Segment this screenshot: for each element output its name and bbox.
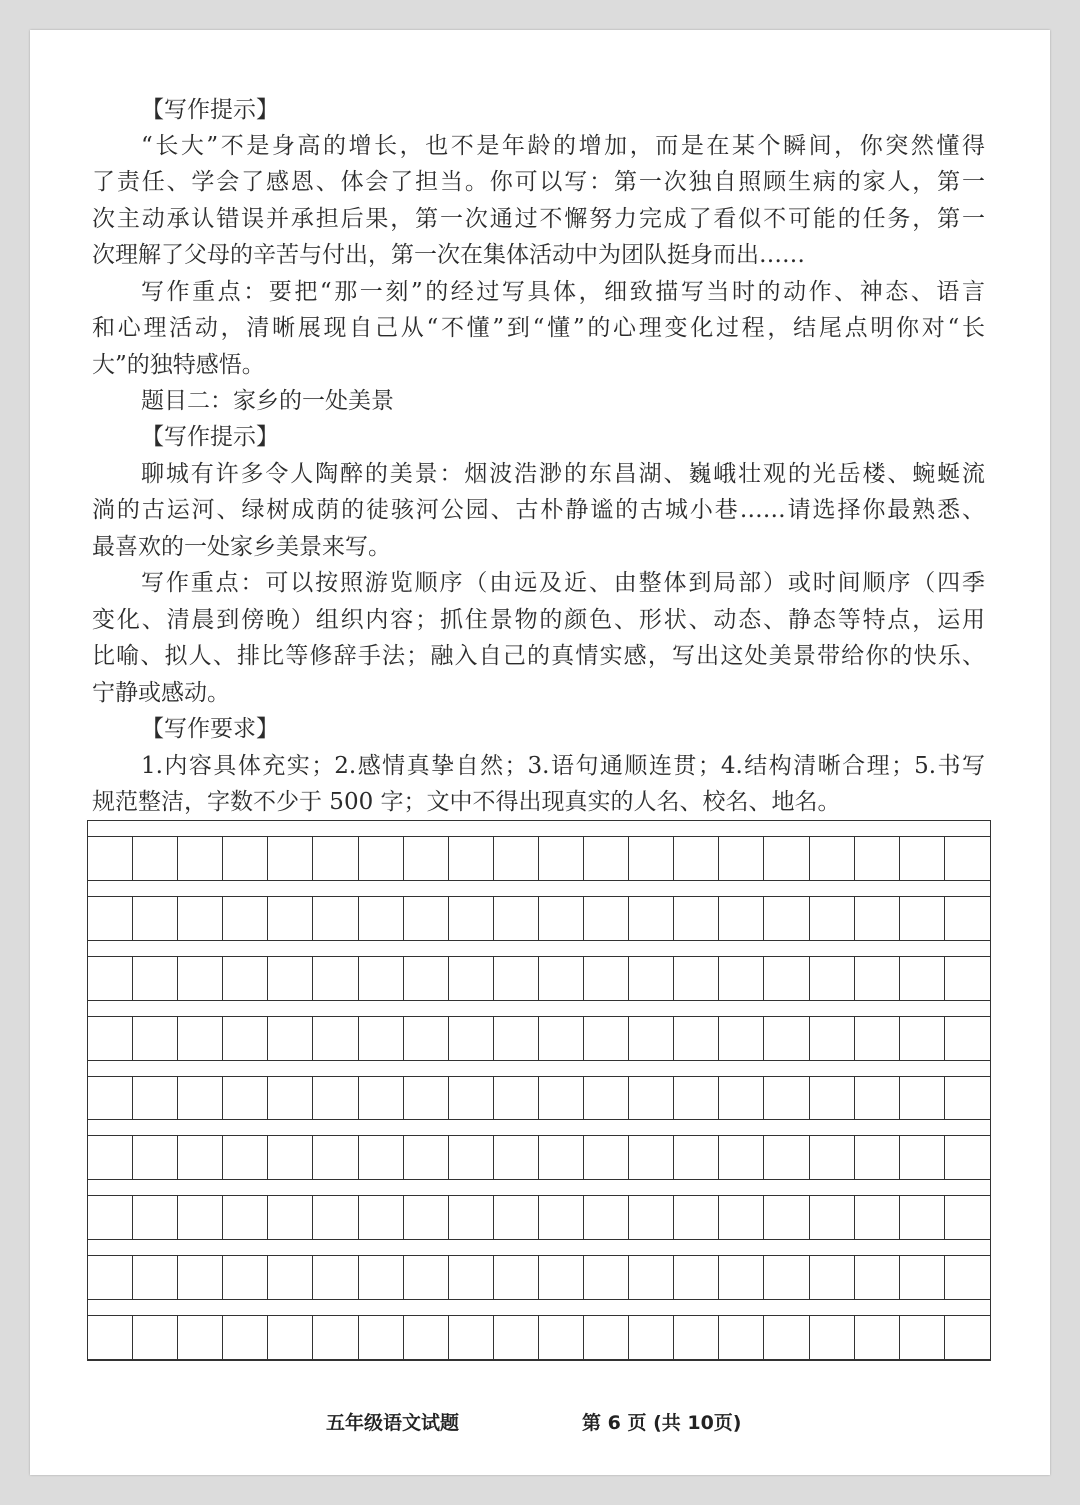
grid-cell[interactable]: [810, 896, 855, 941]
grid-cell[interactable]: [449, 956, 494, 1001]
grid-cell[interactable]: [313, 956, 358, 1001]
grid-cell[interactable]: [404, 1255, 449, 1300]
paragraph-line: 写作重点：可以按照游览顺序（由远及近、由整体到局部）或时间顺序（四季: [141, 570, 985, 596]
grid-cell[interactable]: [719, 1195, 764, 1240]
grid-cell[interactable]: [268, 1076, 313, 1121]
grid-cell[interactable]: [449, 1315, 494, 1360]
grid-cell[interactable]: [494, 1255, 539, 1300]
grid-cell[interactable]: [359, 1195, 404, 1240]
grid-cell[interactable]: [719, 1315, 764, 1360]
grid-cell[interactable]: [133, 956, 178, 1001]
grid-cell[interactable]: [539, 1076, 584, 1121]
grid-cell[interactable]: [584, 1076, 629, 1121]
grid-cell[interactable]: [764, 1135, 809, 1180]
grid-cell[interactable]: [178, 896, 223, 941]
grid-cell[interactable]: [494, 836, 539, 881]
grid-row: [88, 1255, 990, 1300]
grid-cell[interactable]: [494, 1076, 539, 1121]
paragraph-line: 次理解了父母的辛苦与付出，第一次在集体活动中为团队挺身而出……: [92, 242, 805, 268]
grid-cell[interactable]: [359, 836, 404, 881]
grid-cell[interactable]: [719, 1255, 764, 1300]
grid-cell[interactable]: [268, 1016, 313, 1061]
grid-cell[interactable]: [88, 896, 133, 941]
grid-cell[interactable]: [810, 1315, 855, 1360]
paragraph-line: 最喜欢的一处家乡美景来写。: [92, 534, 391, 560]
section-heading-writing-requirements: 【写作要求】: [141, 716, 279, 742]
grid-cell[interactable]: [178, 956, 223, 1001]
grid-cell[interactable]: [810, 1135, 855, 1180]
grid-cell[interactable]: [855, 1195, 900, 1240]
grid-cell[interactable]: [359, 1076, 404, 1121]
grid-cell[interactable]: [359, 1255, 404, 1300]
paragraph-line: 大”的独特感悟。: [92, 352, 265, 378]
grid-cell[interactable]: [133, 896, 178, 941]
section-heading-writing-tips: 【写作提示】: [141, 424, 279, 450]
grid-cell[interactable]: [404, 1315, 449, 1360]
grid-cell[interactable]: [719, 1135, 764, 1180]
grid-cell[interactable]: [359, 956, 404, 1001]
grid-row: [88, 1195, 990, 1240]
grid-cell[interactable]: [810, 836, 855, 881]
grid-cell[interactable]: [900, 956, 945, 1001]
grid-row: [88, 836, 990, 881]
paragraph-line: 聊城有许多令人陶醉的美景：烟波浩渺的东昌湖、巍峨壮观的光岳楼、蜿蜒流: [141, 461, 985, 487]
grid-cell[interactable]: [629, 1135, 674, 1180]
grid-cell[interactable]: [268, 956, 313, 1001]
grid-cell[interactable]: [449, 836, 494, 881]
grid-cell[interactable]: [900, 1315, 945, 1360]
grid-cell[interactable]: [223, 1255, 268, 1300]
requirements-line: 1.内容具体充实；2.感情真挚自然；3.语句通顺连贯；4.结构清晰合理；5.书写: [141, 753, 985, 779]
grid-cell[interactable]: [404, 1016, 449, 1061]
grid-cell[interactable]: [223, 1135, 268, 1180]
grid-cell[interactable]: [674, 1016, 719, 1061]
grid-cell[interactable]: [88, 1135, 133, 1180]
footer-page-number: 第 6 页 (共 10页): [582, 1412, 742, 1434]
grid-cell[interactable]: [629, 1255, 674, 1300]
grid-cell[interactable]: [494, 1016, 539, 1061]
grid-cell[interactable]: [88, 1076, 133, 1121]
grid-cell[interactable]: [810, 1195, 855, 1240]
grid-cell[interactable]: [359, 1016, 404, 1061]
grid-cell[interactable]: [539, 1255, 584, 1300]
grid-cell[interactable]: [764, 956, 809, 1001]
grid-cell[interactable]: [539, 896, 584, 941]
grid-cell[interactable]: [584, 956, 629, 1001]
grid-cell[interactable]: [88, 1255, 133, 1300]
grid-cell[interactable]: [223, 896, 268, 941]
grid-cell[interactable]: [449, 896, 494, 941]
grid-cell[interactable]: [945, 956, 990, 1001]
grid-cell[interactable]: [88, 836, 133, 881]
grid-cell[interactable]: [855, 956, 900, 1001]
grid-cell[interactable]: [178, 1076, 223, 1121]
grid-cell[interactable]: [855, 1076, 900, 1121]
grid-cell[interactable]: [449, 1135, 494, 1180]
grid-cell[interactable]: [133, 1195, 178, 1240]
grid-cell[interactable]: [719, 956, 764, 1001]
grid-cell[interactable]: [268, 836, 313, 881]
grid-cell[interactable]: [629, 896, 674, 941]
topic-two-title: 题目二：家乡的一处美景: [141, 388, 394, 414]
section-heading-writing-tips: 【写作提示】: [141, 97, 279, 123]
paragraph-line: 比喻、拟人、排比等修辞手法；融入自己的真情实感，写出这处美景带给你的快乐、: [92, 643, 985, 669]
grid-cell[interactable]: [539, 1016, 584, 1061]
grid-cell[interactable]: [945, 836, 990, 881]
grid-cell[interactable]: [719, 1076, 764, 1121]
grid-cell[interactable]: [674, 836, 719, 881]
grid-cell[interactable]: [313, 1315, 358, 1360]
grid-cell[interactable]: [810, 1016, 855, 1061]
exam-page: [30, 30, 1050, 1475]
grid-row: [88, 956, 990, 1001]
grid-cell[interactable]: [494, 956, 539, 1001]
grid-cell[interactable]: [313, 1195, 358, 1240]
grid-cell[interactable]: [449, 1016, 494, 1061]
grid-cell[interactable]: [900, 1076, 945, 1121]
grid-cell[interactable]: [764, 836, 809, 881]
grid-cell[interactable]: [719, 1016, 764, 1061]
grid-cell[interactable]: [674, 1076, 719, 1121]
grid-cell[interactable]: [584, 836, 629, 881]
grid-cell[interactable]: [855, 896, 900, 941]
paragraph-line: 了责任、学会了感恩、体会了担当。你可以写：第一次独自照顾生病的家人，第一: [92, 169, 985, 195]
grid-cell[interactable]: [945, 1255, 990, 1300]
grid-cell[interactable]: [539, 1135, 584, 1180]
grid-cell[interactable]: [584, 1016, 629, 1061]
grid-cell[interactable]: [764, 1255, 809, 1300]
grid-cell[interactable]: [855, 1255, 900, 1300]
grid-cell[interactable]: [494, 1135, 539, 1180]
grid-cell[interactable]: [313, 896, 358, 941]
grid-cell[interactable]: [674, 1135, 719, 1180]
grid-cell[interactable]: [359, 1315, 404, 1360]
grid-cell[interactable]: [88, 1315, 133, 1360]
grid-cell[interactable]: [223, 1076, 268, 1121]
grid-cell[interactable]: [539, 1195, 584, 1240]
grid-cell[interactable]: [313, 1016, 358, 1061]
grid-cell[interactable]: [494, 1315, 539, 1360]
grid-cell[interactable]: [268, 1255, 313, 1300]
grid-cell[interactable]: [629, 1195, 674, 1240]
grid-cell[interactable]: [900, 1255, 945, 1300]
grid-cell[interactable]: [810, 1255, 855, 1300]
grid-cell[interactable]: [223, 1016, 268, 1061]
grid-cell[interactable]: [584, 1195, 629, 1240]
grid-cell[interactable]: [900, 1135, 945, 1180]
grid-cell[interactable]: [268, 1195, 313, 1240]
grid-cell[interactable]: [900, 836, 945, 881]
grid-cell[interactable]: [359, 896, 404, 941]
grid-cell[interactable]: [855, 1135, 900, 1180]
grid-cell[interactable]: [223, 956, 268, 1001]
grid-cell[interactable]: [674, 956, 719, 1001]
grid-cell[interactable]: [539, 836, 584, 881]
grid-cell[interactable]: [719, 836, 764, 881]
grid-cell[interactable]: [313, 1076, 358, 1121]
grid-cell[interactable]: [764, 896, 809, 941]
footer-subject: 五年级语文试题: [326, 1412, 460, 1434]
grid-cell[interactable]: [313, 1255, 358, 1300]
grid-cell[interactable]: [764, 1076, 809, 1121]
grid-row: [88, 1315, 990, 1360]
grid-cell[interactable]: [810, 1076, 855, 1121]
grid-cell[interactable]: [900, 1195, 945, 1240]
requirements-line: 规范整洁，字数不少于 500 字；文中不得出现真实的人名、校名、地名。: [92, 789, 841, 815]
grid-cell[interactable]: [404, 1135, 449, 1180]
grid-cell[interactable]: [855, 1016, 900, 1061]
grid-cell[interactable]: [945, 1135, 990, 1180]
grid-cell[interactable]: [133, 1016, 178, 1061]
paragraph-line: 宁静或感动。: [92, 680, 230, 706]
grid-cell[interactable]: [178, 1016, 223, 1061]
grid-cell[interactable]: [810, 956, 855, 1001]
grid-cell[interactable]: [133, 836, 178, 881]
grid-cell[interactable]: [674, 896, 719, 941]
grid-cell[interactable]: [764, 1016, 809, 1061]
grid-cell[interactable]: [404, 1195, 449, 1240]
grid-cell[interactable]: [313, 836, 358, 881]
grid-cell[interactable]: [223, 1315, 268, 1360]
grid-cell[interactable]: [404, 956, 449, 1001]
paragraph-line: 次主动承认错误并承担后果，第一次通过不懈努力完成了看似不可能的任务，第一: [92, 206, 985, 232]
grid-cell[interactable]: [900, 1016, 945, 1061]
grid-cell[interactable]: [359, 1135, 404, 1180]
grid-cell[interactable]: [764, 1315, 809, 1360]
grid-row: [88, 1076, 990, 1121]
grid-cell[interactable]: [404, 836, 449, 881]
grid-cell[interactable]: [88, 1016, 133, 1061]
grid-cell[interactable]: [584, 1255, 629, 1300]
grid-cell[interactable]: [268, 1135, 313, 1180]
grid-cell[interactable]: [719, 896, 764, 941]
grid-cell[interactable]: [268, 1315, 313, 1360]
grid-row: [88, 1016, 990, 1061]
grid-cell[interactable]: [268, 896, 313, 941]
grid-cell[interactable]: [900, 896, 945, 941]
paragraph-line: “长大”不是身高的增长，也不是年龄的增加，而是在某个瞬间，你突然懂得: [141, 133, 985, 159]
grid-cell[interactable]: [674, 1315, 719, 1360]
grid-cell[interactable]: [629, 1016, 674, 1061]
grid-cell[interactable]: [313, 1135, 358, 1180]
grid-cell[interactable]: [945, 1016, 990, 1061]
grid-cell[interactable]: [539, 956, 584, 1001]
grid-row: [88, 896, 990, 941]
grid-cell[interactable]: [629, 1315, 674, 1360]
grid-cell[interactable]: [584, 896, 629, 941]
grid-row: [88, 1135, 990, 1180]
grid-cell[interactable]: [178, 836, 223, 881]
grid-cell[interactable]: [178, 1195, 223, 1240]
grid-cell[interactable]: [674, 1255, 719, 1300]
grid-cell[interactable]: [404, 896, 449, 941]
grid-cell[interactable]: [584, 1135, 629, 1180]
grid-cell[interactable]: [945, 1195, 990, 1240]
grid-cell[interactable]: [223, 1195, 268, 1240]
grid-cell[interactable]: [133, 1076, 178, 1121]
grid-cell[interactable]: [449, 1255, 494, 1300]
grid-cell[interactable]: [88, 1195, 133, 1240]
grid-cell[interactable]: [449, 1195, 494, 1240]
grid-cell[interactable]: [133, 1135, 178, 1180]
paragraph-line: 淌的古运河、绿树成荫的徒骇河公园、古朴静谧的古城小巷……请选择你最熟悉、: [92, 497, 985, 523]
grid-cell[interactable]: [584, 1315, 629, 1360]
grid-cell[interactable]: [539, 1315, 584, 1360]
grid-cell[interactable]: [855, 1315, 900, 1360]
grid-cell[interactable]: [404, 1076, 449, 1121]
paragraph-line: 和心理活动，清晰展现自己从“不懂”到“懂”的心理变化过程，结尾点明你对“长: [92, 315, 985, 341]
grid-cell[interactable]: [178, 1255, 223, 1300]
grid-cell[interactable]: [629, 956, 674, 1001]
grid-cell[interactable]: [629, 1076, 674, 1121]
grid-cell[interactable]: [945, 1076, 990, 1121]
grid-cell[interactable]: [494, 896, 539, 941]
grid-cell[interactable]: [88, 956, 133, 1001]
grid-cell[interactable]: [178, 1135, 223, 1180]
grid-cell[interactable]: [133, 1255, 178, 1300]
grid-cell[interactable]: [674, 1195, 719, 1240]
grid-cell[interactable]: [133, 1315, 178, 1360]
paragraph-line: 写作重点：要把“那一刻”的经过写具体，细致描写当时的动作、神态、语言: [141, 279, 985, 305]
grid-cell[interactable]: [855, 836, 900, 881]
grid-cell[interactable]: [223, 836, 268, 881]
paragraph-line: 变化、清晨到傍晚）组织内容；抓住景物的颜色、形状、动态、静态等特点，运用: [92, 607, 985, 633]
grid-cell[interactable]: [945, 1315, 990, 1360]
grid-cell[interactable]: [494, 1195, 539, 1240]
grid-cell[interactable]: [178, 1315, 223, 1360]
grid-cell[interactable]: [945, 896, 990, 941]
grid-cell[interactable]: [449, 1076, 494, 1121]
grid-cell[interactable]: [764, 1195, 809, 1240]
page-footer: [30, 1408, 1050, 1438]
composition-grid[interactable]: [87, 820, 991, 1361]
grid-cell[interactable]: [629, 836, 674, 881]
